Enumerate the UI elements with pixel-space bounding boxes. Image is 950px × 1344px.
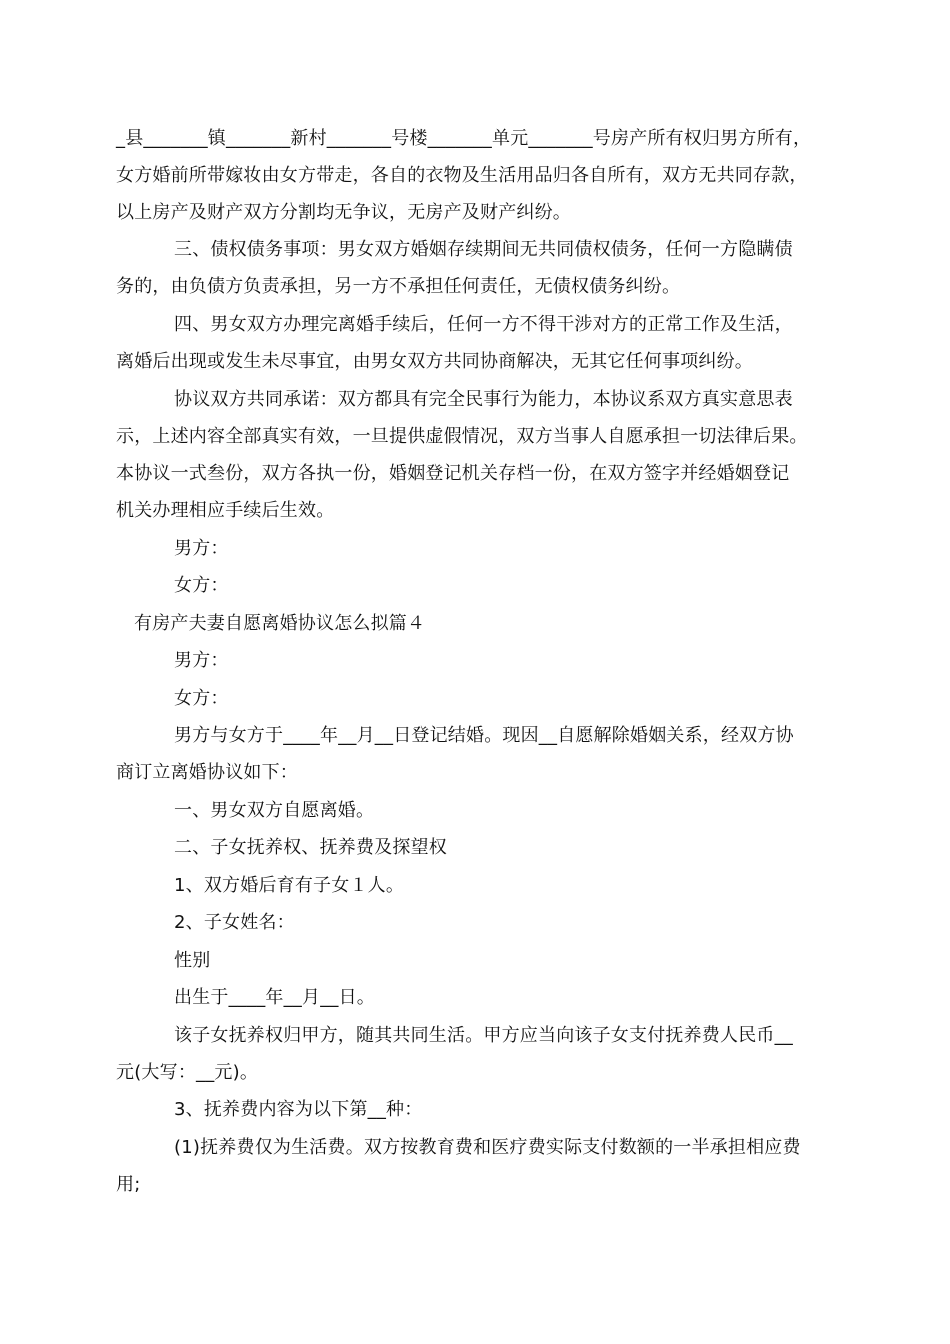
text-line: 一、男女双方自愿离婚。 (174, 800, 375, 821)
text-line: (1)抚养费仅为生活费。双方按教育费和医疗费实际支付数额的一半承担相应费 (174, 1137, 801, 1158)
text-line: 四、男女双方办理完离婚手续后，任何一方不得干涉对方的正常工作及生活， (174, 314, 793, 335)
text-line: 元(大写：__元)。 (116, 1062, 259, 1083)
party-line-female: 女方： (174, 688, 229, 709)
text-line: 商订立离婚协议如下： (116, 762, 298, 783)
party-line-male: 男方： (174, 650, 229, 671)
text-line: 以上房产及财产双方分割均无争议，无房产及财产纠纷。 (116, 202, 571, 223)
text-line: 离婚后出现或发生未尽事宜，由男女双方共同协商解决，无其它任何事项纠纷。 (116, 351, 753, 372)
text-line: 务的，由负债方负责承担，另一方不承担任何责任，无债权债务纠纷。 (116, 276, 681, 297)
text-line: _县_______镇_______新村_______号楼_______单元_______号房产所有权归男方所有， (116, 128, 812, 149)
text-line: 三、债权债务事项：男女双方婚姻存续期间无共同债权债务，任何一方隐瞒债 (174, 239, 793, 260)
text-line: 协议双方共同承诺：双方都具有完全民事行为能力，本协议系双方真实意思表 (174, 389, 793, 410)
text-line: 1、双方婚后育有子女１人。 (174, 875, 405, 896)
text-line: 用; (116, 1174, 141, 1195)
text-line: 男方与女方于____年__月__日登记结婚。现因__自愿解除婚姻关系，经双方协 (174, 725, 794, 746)
text-line: 2、子女姓名： (174, 912, 295, 933)
text-line: 出生于____年__月__日。 (174, 987, 375, 1008)
text-line: 该子女抚养权归甲方，随其共同生活。甲方应当向该子女支付抚养费人民币__ (174, 1025, 793, 1046)
text-line: 示，上述内容全部真实有效，一旦提供虚假情况，双方当事人自愿承担一切法律后果。 (116, 426, 808, 447)
text-line: 二、子女抚养权、抚养费及探望权 (174, 837, 447, 858)
text-line: 机关办理相应手续后生效。 (116, 500, 335, 521)
signature-line-female: 女方： (174, 575, 229, 596)
section-title: 有房产夫妻自愿离婚协议怎么拟篇４ (134, 613, 426, 634)
text-line: 本协议一式叁份，双方各执一份，婚姻登记机关存档一份，在双方签字并经婚姻登记 (116, 463, 790, 484)
text-line: 女方婚前所带嫁妆由女方带走，各自的衣物及生活用品归各自所有，双方无共同存款， (116, 165, 808, 186)
text-line: 性别 (174, 950, 211, 971)
text-line: 3、抚养费内容为以下第__种： (174, 1099, 423, 1120)
signature-line-male: 男方： (174, 538, 229, 559)
